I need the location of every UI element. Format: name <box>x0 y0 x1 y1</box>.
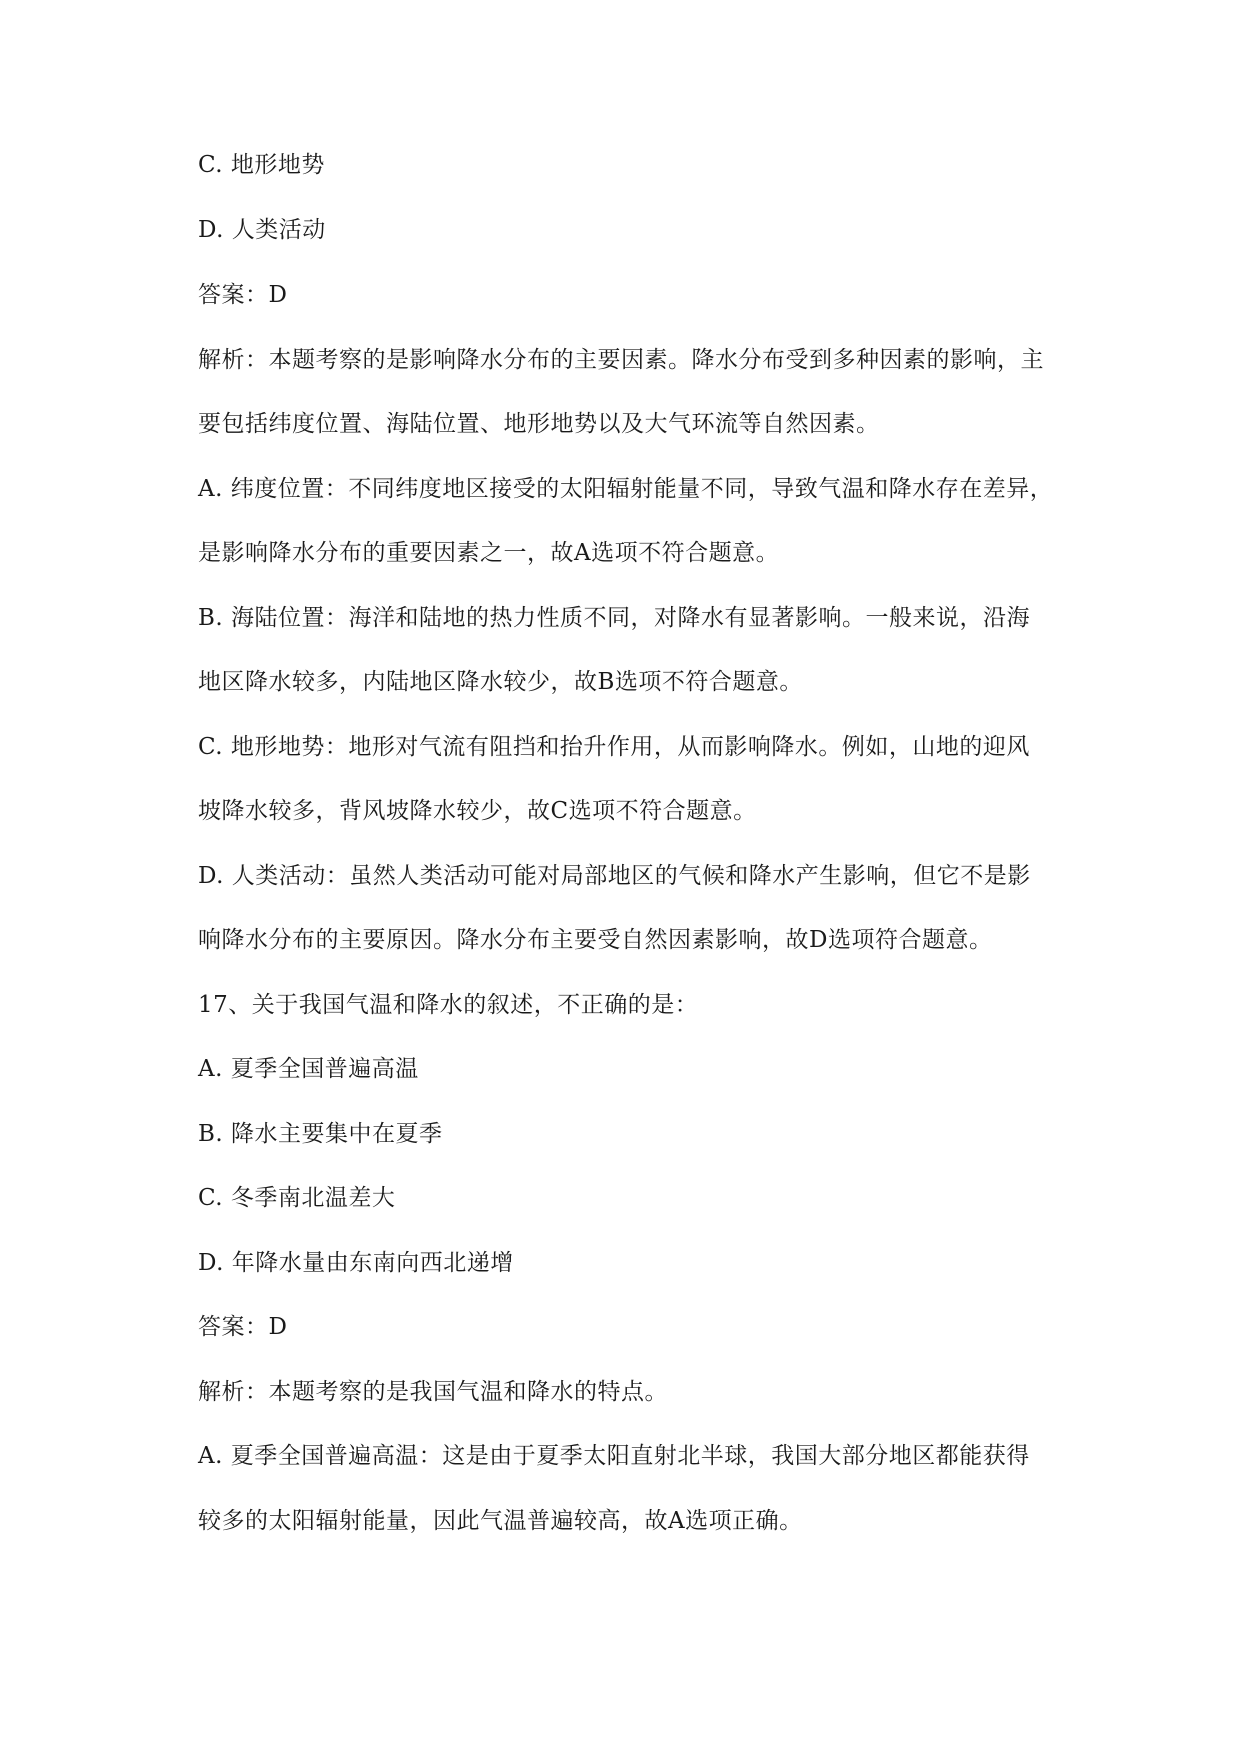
text-line: 坡降水较多，背风坡降水较少，故C选项不符合题意。 <box>198 798 757 824</box>
text-line: 地区降水较多，内陆地区降水较少，故B选项不符合题意。 <box>198 669 803 695</box>
text-line: 是影响降水分布的重要因素之一，故A选项不符合题意。 <box>198 540 780 566</box>
text-line: 要包括纬度位置、海陆位置、地形地势以及大气环流等自然因素。 <box>198 411 880 437</box>
option-c: C. 冬季南北温差大 <box>198 1185 396 1211</box>
option-b: B. 降水主要集中在夏季 <box>198 1121 443 1147</box>
text-line: A. 夏季全国普遍高温：这是由于夏季太阳直射北半球，我国大部分地区都能获得 <box>198 1443 1030 1469</box>
text-line: 解析：本题考察的是影响降水分布的主要因素。降水分布受到多种因素的影响，主 <box>198 347 1044 373</box>
text-line: D. 人类活动：虽然人类活动可能对局部地区的气候和降水产生影响，但它不是影 <box>198 863 1031 889</box>
text-line: A. 纬度位置：不同纬度地区接受的太阳辐射能量不同，导致气温和降水存在差异， <box>198 476 1054 502</box>
analysis-line: 解析：本题考察的是我国气温和降水的特点。 <box>198 1379 668 1405</box>
text-line: C. 地形地势 <box>198 152 325 178</box>
answer-line: 答案：D <box>198 1314 288 1340</box>
option-d: D. 年降水量由东南向西北递增 <box>198 1250 514 1276</box>
question-title: 17、关于我国气温和降水的叙述，不正确的是： <box>198 992 699 1018</box>
text-line: 响降水分布的主要原因。降水分布主要受自然因素影响，故D选项符合题意。 <box>198 927 993 953</box>
text-line: 答案：D <box>198 282 288 308</box>
text-line: D. 人类活动 <box>198 217 326 243</box>
option-a: A. 夏季全国普遍高温 <box>198 1056 419 1082</box>
text-line: B. 海陆位置：海洋和陆地的热力性质不同，对降水有显著影响。一般来说，沿海 <box>198 605 1031 631</box>
text-line: C. 地形地势：地形对气流有阻挡和抬升作用，从而影响降水。例如，山地的迎风 <box>198 734 1030 760</box>
text-line: 较多的太阳辐射能量，因此气温普遍较高，故A选项正确。 <box>198 1508 803 1534</box>
